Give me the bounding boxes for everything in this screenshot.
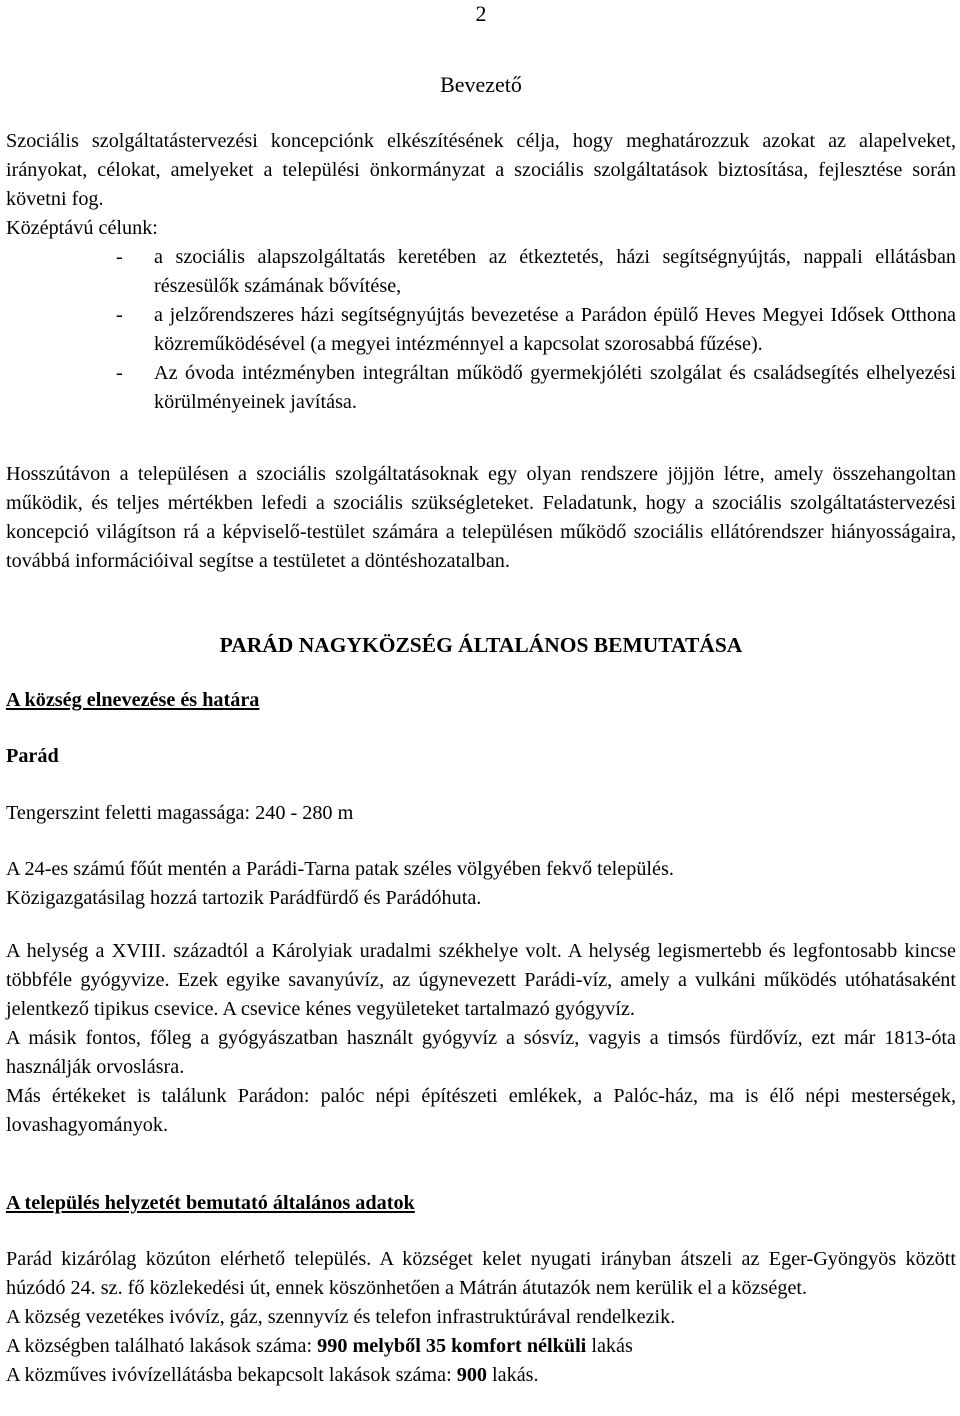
section-name-and-boundary	[6, 686, 956, 715]
general-data-block	[6, 1245, 956, 1390]
infrastructure-paragraph: A község vezetékes ivóvíz, gáz, szennyvíz és telefon infrastruktúrával rendelkezik.	[6, 1306, 676, 1328]
main-heading: PARÁD NAGYKÖZSÉG ÁLTALÁNOS BEMUTATÁSA	[219, 633, 743, 657]
list-item	[6, 301, 956, 359]
goal-text: Az óvoda intézményben integráltan működő gyermekjóléti szolgálat és családsegítés elhelyezési körülményeinek javítása.	[154, 362, 956, 413]
water-paragraph: A másik fontos, főleg a gyógyászatban használt gyógyvíz a sósvíz, vagyis a timsós fürdővíz, ezt már 1813-óta használják orvoslásra.	[6, 1027, 956, 1078]
dwellings-line	[6, 1332, 956, 1361]
list-dash: -	[116, 246, 123, 268]
village-name-block	[6, 742, 956, 771]
section-heading: A település helyzetét bemutató általános adatok	[6, 1192, 415, 1214]
goal-text: a szociális alapszolgáltatás keretében az étkeztetés, házi segítségnyújtás, nappali ellátásban részesülők számának bővítése,	[154, 246, 956, 297]
altitude-text: Tengerszint feletti magassága: 240 - 280 m	[6, 802, 354, 824]
midterm-goals-list	[6, 243, 956, 417]
section-heading: A község elnevezése és határa	[6, 689, 260, 711]
access-paragraph: Parád kizárólag közúton elérhető település. A községet kelet nyugati irányban átszeli az Eger-Gyöngyös között húzódó 24. sz. fő közlekedési út, ennek köszönhetően a Mátrán átutazók nem kerülik el a községet.	[6, 1248, 956, 1299]
list-dash: -	[116, 362, 123, 384]
intro-paragraph-2: Hosszútávon a településen a szociális szolgáltatásoknak egy olyan rendszere jöjjön létre, amely összehangoltan működik, és teljes mértékben lefedi a szociális szükségleteket. Feladatunk, hogy a szociális szolgáltatástervezési koncepció világítson rá a képviselő-testület számára a településen működő szociális ellátórendszer hiányosságaira, továbbá információival segítse a testületet a döntéshozatalban.	[6, 463, 956, 572]
water-suffix: lakás.	[487, 1364, 539, 1386]
list-dash: -	[116, 304, 123, 326]
list-item	[6, 243, 956, 301]
dwellings-suffix: lakás	[586, 1335, 633, 1357]
location-block	[6, 855, 956, 913]
location-line-2: Közigazgatásilag hozzá tartozik Parádfürdő és Parádóhuta.	[6, 887, 482, 909]
section-general-data	[6, 1189, 956, 1218]
page-number: 2	[475, 1, 487, 26]
long-term-section	[6, 460, 956, 576]
goal-text: a jelzőrendszeres házi segítségnyújtás bevezetése a Parádon épülő Heves Megyei Idősek Otthona közreműködésével (a megyei intézménnyel a kapcsolat szorosabbá fűzése).	[154, 304, 956, 355]
dwellings-count: 990 melyből 35 komfort nélküli	[317, 1335, 587, 1357]
intro-paragraph-1: Szociális szolgáltatástervezési koncepciónk elkészítésének célja, hogy meghatározzuk azokat az alapelveket, irányokat, célokat, amelyeket a települési önkormányzat a szociális szolgáltatások biztosítása, fejlesztése során követni fog.	[6, 130, 956, 210]
history-paragraph: A helység a XVIII. századtól a Károlyiak uradalmi székhelye volt. A helység legismertebb és legfontosabb kincse többféle gyógyvize. Ezek egyike savanyúvíz, az úgynevezett Parádi-víz, amely a vulkáni működés utóhatásaként jelentkező tipikus csevice. A csevice kénes vegyületeket tartalmazó gyógyvíz.	[6, 940, 956, 1020]
water-count: 900	[456, 1364, 487, 1386]
history-block	[6, 937, 956, 1140]
values-paragraph: Más értékeket is találunk Parádon: palóc népi építészeti emlékek, a Palóc-ház, ma is élő népi mesterségek, lovashagyományok.	[6, 1085, 956, 1136]
intro-section	[6, 127, 956, 417]
midterm-label: Középtávú célunk:	[6, 217, 158, 239]
dwellings-prefix: A községben található lakások száma:	[6, 1335, 318, 1357]
intro-title: Bevezető	[440, 72, 522, 97]
water-supply-line	[6, 1361, 956, 1390]
altitude-block	[6, 799, 956, 828]
water-prefix: A közműves ivóvízellátásba bekapcsolt lakások száma:	[6, 1364, 457, 1386]
village-name: Parád	[6, 745, 59, 767]
location-line-1: A 24-es számú főút mentén a Parádi-Tarna patak széles völgyében fekvő település.	[6, 858, 674, 880]
list-item	[6, 359, 956, 417]
